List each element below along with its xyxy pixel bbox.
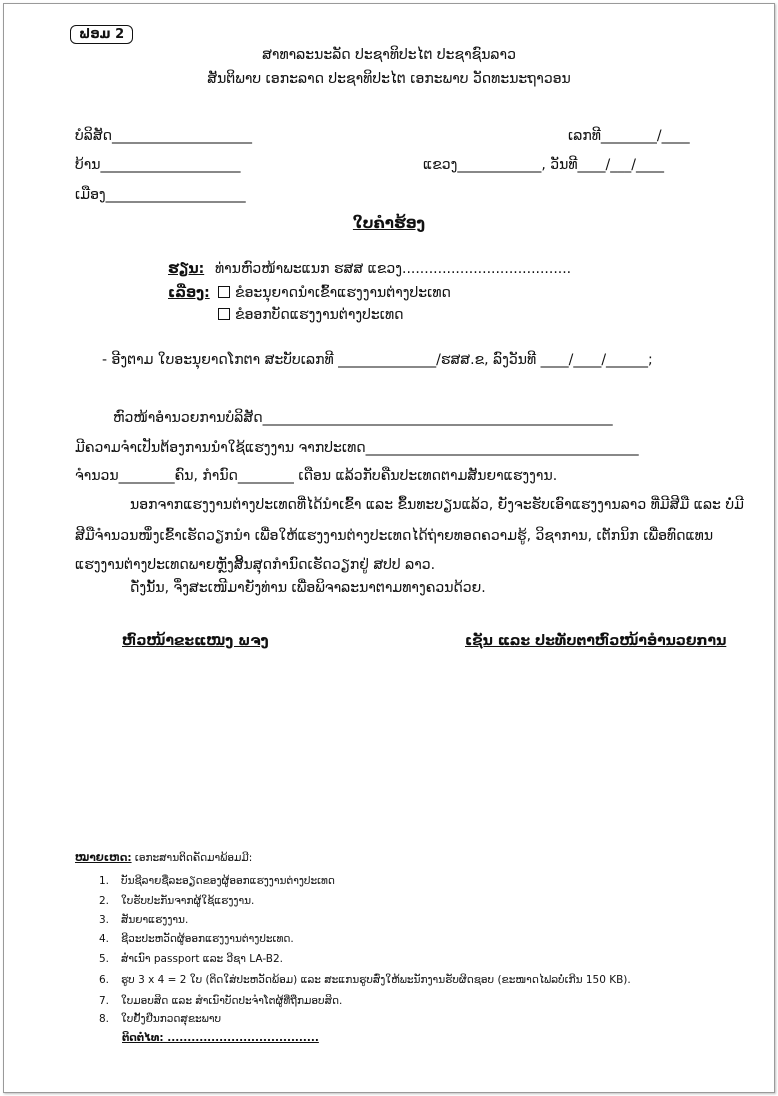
attachment-item-text: ໃບຢັ້ງຢືນກວດສຸຂະພາບ	[121, 1013, 222, 1025]
attachment-item	[99, 875, 335, 887]
attachment-item	[99, 1013, 221, 1025]
attachment-item-number: 4.	[99, 933, 110, 945]
checkbox-work-permit-import[interactable]	[218, 286, 230, 298]
recipient-text: ທ່ານຫົວໜ້າພະແນກ ຮສສ ແຂວງ......................................	[215, 261, 572, 277]
company-field: ບໍລິສັດ____________________	[75, 128, 253, 144]
attachment-item-number: 1.	[99, 875, 110, 887]
attachment-item-text: ສັນຍາແຮງງານ.	[121, 914, 189, 926]
body-line-count-duration: ຈຳນວນ________ຄົນ, ກຳນົດ________ ເດືອນ ແລ້ວກັບຄືນປະເທດຕາມສັນຍາແຮງງານ.	[75, 468, 558, 484]
signature-right-label: ເຊັນ ແລະ ປະທັບຕາຫົວໜ້າອຳນວຍການ	[465, 633, 727, 649]
subject-option-1-label: ຂໍອະນຸຍາດນຳເຂົ້າແຮງງານຕ່າງປະເທດ	[235, 285, 451, 301]
subject-option-2-label: ຂໍອອກບັດແຮງງານຕ່າງປະເທດ	[235, 307, 404, 323]
recipient-label: ຮຽນ:	[168, 261, 205, 277]
document-number-field: ເລກທີ________/____	[568, 128, 690, 144]
attachment-item	[99, 895, 254, 907]
attachment-item-text: ຊີວະປະຫວັດຜູ້ອອກແຮງງານຕ່າງປະເທດ.	[121, 933, 294, 945]
contact-line: ຕິດຕໍ່ໄທ: ......................................	[122, 1032, 319, 1044]
attachment-item	[99, 933, 294, 945]
subject-label: ເລື່ອງ:	[168, 285, 210, 301]
body-paragraph-1-line2: ສີມືຈຳນວນໜຶ່ງເຂົ້າເຮັດວຽກນຳ ເພື່ອໃຫ້ແຮງງານຕ່າງປະເທດໄດ້ຖ່າຍທອດຄວາມຮູ້, ວິຊາການ, ເຕັກນິກ ເພື່ອທົດແທນ	[75, 528, 714, 544]
document-title: ໃບຄຳຮ້ອງ	[352, 214, 426, 232]
attachment-item-number: 2.	[99, 895, 110, 907]
attachment-item-text: ບັນຊີລາຍຊື່ລະອຽດຂອງຜູ້ອອກແຮງງານຕ່າງປະເທດ	[121, 875, 335, 887]
quota-reference-line: - ອີງຕາມ ໃບອະນຸຍາດໂກຕາ ສະບັບເລກທີ ______________/ຮສສ.ຂ, ລົງວັນທີ ____/____/______;	[102, 352, 653, 368]
signature-left-label: ຫົວໜ້າຂະແໜງ ພຈງ	[122, 633, 269, 649]
village-field: ບ້ານ____________________	[75, 157, 241, 173]
national-motto-line2: ສັນຕິພາບ ເອກະລາດ ປະຊາທິປະໄຕ ເອກະພາບ ວັດທະນະຖາວອນ	[207, 71, 571, 87]
attachment-item-text: ສຳເນົາ passport ແລະ ວີຊາ LA-B2.	[121, 953, 283, 965]
attachment-item-number: 6.	[99, 974, 110, 986]
national-motto-line1: ສາທາລະນະລັດ ປະຊາທິປະໄຕ ປະຊາຊົນລາວ	[262, 47, 516, 63]
body-paragraph-1-line3: ແຮງງານຕ່າງປະເທດພາຍຫຼັງສິ້ນສຸດກຳນົດເຮັດວຽກຢູ່ ສປປ ລາວ.	[75, 557, 436, 573]
note-header	[75, 852, 252, 864]
attachment-item-number: 3.	[99, 914, 110, 926]
subject-option-1	[218, 285, 451, 301]
attachment-item-text: ໃບມອບສິດ ແລະ ສຳເນົາບັດປະຈຳໂຕຜູ້ທີ່ຖືກມອບສິດ.	[121, 995, 343, 1007]
note-text: ເອກະສານຕິດຄັດມາພ້ອມມີ:	[134, 852, 253, 864]
attachment-item	[99, 953, 283, 965]
attachment-item	[99, 995, 342, 1007]
note-label: ໝາຍເຫດ:	[75, 852, 132, 864]
attachment-item	[99, 974, 631, 986]
subject-option-2	[218, 307, 404, 323]
body-paragraph-1-line1: ນອກຈາກແຮງງານຕ່າງປະເທດທີ່ໄດ້ນຳເຂົ້າ ແລະ ຂຶ້ນທະບຽນແລ້ວ, ຍັງຈະຮັບເອົາແຮງງານລາວ ທີ່ມີສີມື ແລະ ບໍ່ມີ	[130, 497, 744, 513]
body-line-country: ມີຄວາມຈຳເປັນຕ້ອງການນຳໃຊ້ແຮງງານ ຈາກປະເທດ_______________________________________	[75, 440, 639, 456]
checkbox-work-card[interactable]	[218, 308, 230, 320]
attachment-item-number: 5.	[99, 953, 110, 965]
form-number-badge: ຟອມ 2	[70, 25, 133, 44]
attachment-item-text: ໃບຮັບປະກັນຈາກຜູ້ໃຊ້ແຮງງານ.	[121, 895, 255, 907]
district-field: ເມືອງ____________________	[75, 187, 246, 203]
body-paragraph-2: ດັ່ງນັ້ນ, ຈຶ່ງສະເໜີມາຍັງທ່ານ ເພື່ອພິຈາລະນາຕາມທາງຄວນດ້ວຍ.	[130, 580, 486, 596]
attachment-item-number: 7.	[99, 995, 110, 1007]
attachment-item-text: ຮູບ 3 x 4 = 2 ໃບ (ຕິດໃສ່ປະຫວັດພ້ອມ) ແລະ ສະແກນຮູບສົ່ງໃຫ້ພະນັກງານຮັບຜິດຊອບ (ຂະໜາດໄຟລບໍ່ເກີນ 150 KB).	[121, 974, 631, 986]
body-line-director: ຫົວໜ້າອຳນວຍການບໍລິສັດ__________________________________________________	[113, 410, 613, 426]
province-date-field: ແຂວງ____________, ວັນທີ____/___/____	[423, 157, 664, 173]
attachment-item	[99, 914, 188, 926]
attachment-item-number: 8.	[99, 1013, 110, 1025]
